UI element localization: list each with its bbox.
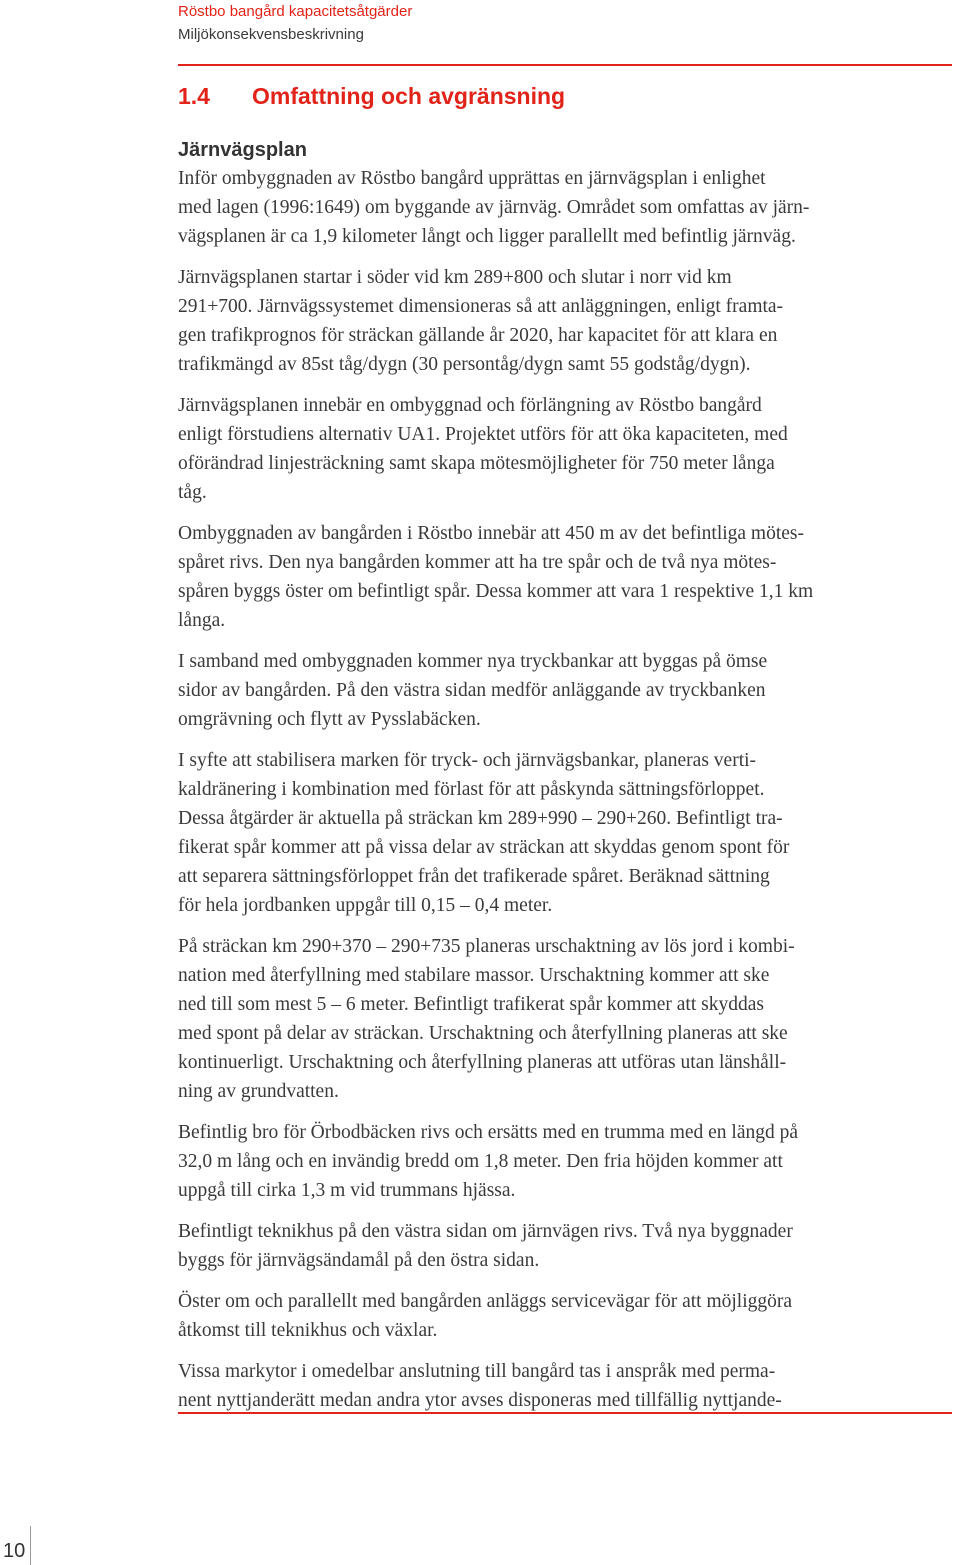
text-line: byggs för järnvägsändamål på den östra sidan. <box>178 1250 540 1271</box>
body-paragraph <box>178 164 952 251</box>
body-paragraph <box>178 746 952 920</box>
text-line: I samband med ombyggnaden kommer nya tryckbankar att byggas på ömse <box>178 651 768 672</box>
text-line: långa. <box>178 610 226 631</box>
text-line: I syfte att stabilisera marken för tryck- och järnvägsbankar, planeras verti- <box>178 750 757 771</box>
subsection-heading: Järnvägsplan <box>178 139 307 161</box>
text-line: nent nyttjanderätt medan andra ytor avses disponeras med tillfällig nyttjande- <box>178 1390 782 1411</box>
text-line: Befintlig bro för Örbodbäcken rivs och ersätts med en trumma med en längd på <box>178 1122 799 1143</box>
text-line: oförändrad linjesträckning samt skapa mötesmöjligheter för 750 meter långa <box>178 453 775 474</box>
text-line: för hela jordbanken uppgår till 0,15 – 0,4 meter. <box>178 895 553 916</box>
text-line: trafikmängd av 85st tåg/dygn (30 persontåg/dygn samt 55 godståg/dygn). <box>178 354 751 375</box>
text-line: Vissa markytor i omedelbar anslutning till bangård tas i anspråk med perma- <box>178 1361 776 1382</box>
text-line: att separera sättningsförloppet från det trafikerade spåret. Beräknad sättning <box>178 866 770 887</box>
text-line: vägsplanen är ca 1,9 kilometer långt och ligger parallellt med befintlig järnväg. <box>178 226 796 247</box>
footer-divider <box>178 1412 952 1414</box>
text-line: med spont på delar av sträckan. Urschaktning och återfyllning planeras att ske <box>178 1023 788 1044</box>
page-number-divider <box>30 1526 31 1565</box>
header-divider <box>178 64 952 66</box>
text-line: nation med återfyllning med stabilare massor. Urschaktning kommer att ske <box>178 965 770 986</box>
text-line: tåg. <box>178 482 207 503</box>
body-paragraph <box>178 263 952 379</box>
text-line: 32,0 m lång och en invändig bredd om 1,8 meter. Den fria höjden kommer att <box>178 1151 783 1172</box>
text-line: Dessa åtgärder är aktuella på sträckan km 289+990 – 290+260. Befintligt tra- <box>178 808 783 829</box>
page-number: 10 <box>3 1540 26 1562</box>
text-line: kaldränering i kombination med förlast för att påskynda sättningsförloppet. <box>178 779 765 800</box>
text-line: enligt förstudiens alternativ UA1. Projektet utförs för att öka kapaciteten, med <box>178 424 788 445</box>
text-line: gen trafikprognos för sträckan gällande år 2020, har kapacitet för att klara en <box>178 325 778 346</box>
text-line: Befintligt teknikhus på den västra sidan om järnvägen rivs. Två nya byggnader <box>178 1221 793 1242</box>
text-line: kontinuerligt. Urschaktning och återfyllning planeras att utföras utan länshåll- <box>178 1052 787 1073</box>
text-line: Öster om och parallellt med bangården anläggs servicevägar för att möjliggöra <box>178 1291 793 1312</box>
section-number: 1.4 <box>178 83 210 109</box>
text-line: Ombyggnaden av bangården i Röstbo innebär att 450 m av det befintliga mötes- <box>178 523 805 544</box>
text-line: På sträckan km 290+370 – 290+735 planeras urschaktning av lös jord i kombi- <box>178 936 795 957</box>
body-text <box>178 164 952 1427</box>
text-line: omgrävning och flytt av Pysslabäcken. <box>178 709 481 730</box>
text-line: spåret rivs. Den nya bangården kommer att ha tre spår och de två nya mötes- <box>178 552 777 573</box>
text-line: fikerat spår kommer att på vissa delar av sträckan att skyddas genom spont för <box>178 837 790 858</box>
text-line: åtkomst till teknikhus och växlar. <box>178 1320 438 1341</box>
text-line: Inför ombyggnaden av Röstbo bangård upprättas en järnvägsplan i enlighet <box>178 168 766 189</box>
body-paragraph <box>178 519 952 635</box>
body-paragraph <box>178 647 952 734</box>
text-line: sidor av bangården. På den västra sidan medför anläggande av tryckbanken <box>178 680 766 701</box>
text-line: ned till som mest 5 – 6 meter. Befintligt trafikerat spår kommer att skyddas <box>178 994 764 1015</box>
body-paragraph <box>178 1217 952 1275</box>
section-title: Omfattning och avgränsning <box>252 83 566 109</box>
body-paragraph <box>178 1357 952 1415</box>
section-heading <box>178 81 565 111</box>
text-line: Järnvägsplanen startar i söder vid km 289+800 och slutar i norr vid km <box>178 267 732 288</box>
text-line: ning av grundvatten. <box>178 1081 339 1102</box>
body-paragraph <box>178 1118 952 1205</box>
text-line: Järnvägsplanen innebär en ombyggnad och förlängning av Röstbo bangård <box>178 395 762 416</box>
text-line: uppgå till cirka 1,3 m vid trummans hjässa. <box>178 1180 516 1201</box>
body-paragraph <box>178 391 952 507</box>
text-line: med lagen (1996:1649) om byggande av järnväg. Området som omfattas av järn- <box>178 197 810 218</box>
body-paragraph <box>178 1287 952 1345</box>
text-line: 291+700. Järnvägssystemet dimensioneras så att anläggningen, enligt framta- <box>178 296 784 317</box>
body-paragraph <box>178 932 952 1106</box>
running-header-subtitle: Miljökonsekvensbeskrivning <box>178 26 364 43</box>
text-line: spåren byggs öster om befintligt spår. Dessa kommer att vara 1 respektive 1,1 km <box>178 581 814 602</box>
running-header-title: Röstbo bangård kapacitetsåtgärder <box>178 3 413 20</box>
